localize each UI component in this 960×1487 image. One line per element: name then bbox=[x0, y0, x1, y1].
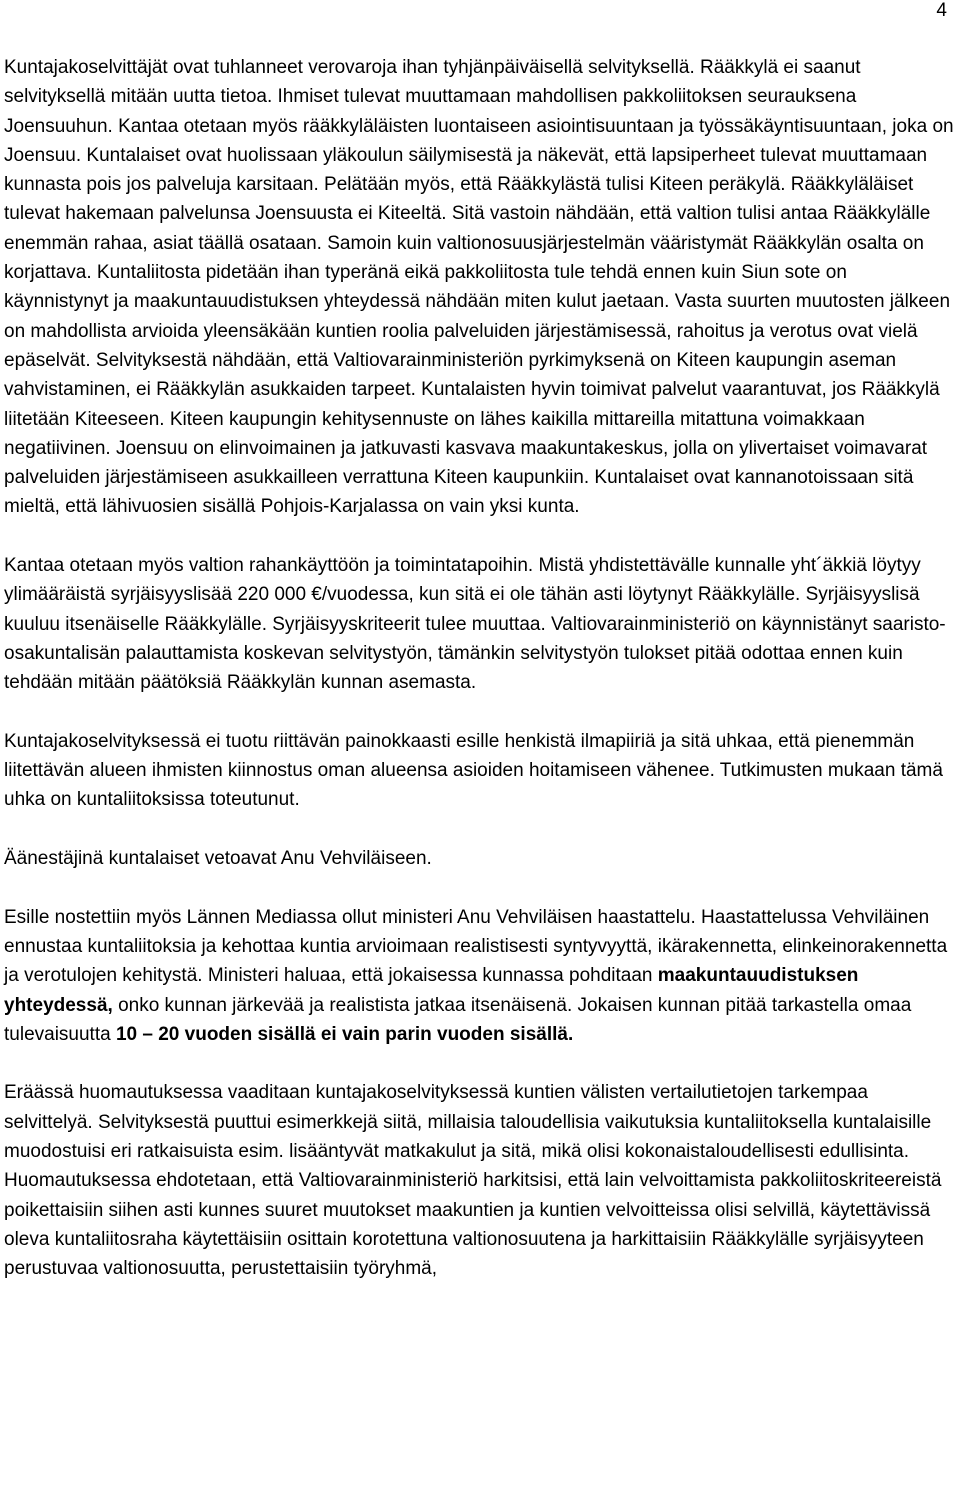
emphasis-text: maakuntauudistuksen yhteydessä, bbox=[4, 965, 859, 1016]
paragraph bbox=[4, 903, 954, 1049]
paragraph-text: Eräässä huomautuksessa vaaditaan kuntajakoselvityksessä kuntien välisten vertailutietojen tarkempaa selvittelyä. Selvityksestä puuttui esimerkkejä siitä, millaisia taloudellisia vaikutuksia kuntaliitoksella kuntalaisille muodostuisi eri ratkaisuista esim. lisääntyvät matkakulut ja sitä, mikä olisi kokonaistaloudellisesti edullisinta. Huomautuksessa ehdotetaan, että Valtiovarainministeriö harkitsisi, että lain velvoittamista pakkoliitoskriteereistä poikettaisiin siihen asti kunnes suuret muutokset maakuntien ja kuntien velvoitteissa olisi selvillä, käytettävissä oleva kuntaliitosraha käytettäisiin osittain korotettuna valtionosuutena ja harkittaisiin Rääkkylälle syrjäisyyteen perustuvaa valtionosuutta, perustettaisiin työryhmä, bbox=[4, 1082, 942, 1280]
paragraph-text: Kuntajakoselvittäjät ovat tuhlanneet verovaroja ihan tyhjänpäiväisellä selvityksellä. Rääkkylä ei saanut selvityksellä mitään uutta tietoa. Ihmiset tulevat muuttamaan mahdollisen pakkoliitoksen seurauksena Joensuuhun. Kantaa otetaan myös rääkkyläläisten luontaiseen asiointisuuntaan ja työssäkäyntisuuntaan, joka on Joensuu. Kuntalaiset ovat huolissaan yläkoulun säilymisestä ja näkevät, että lapsiperheet tulevat muuttamaan kunnasta pois jos palveluja karsitaan. Pelätään myös, että Rääkkylästä tulisi Kiteen peräkylä. Rääkkyläläiset tulevat hakemaan palvelunsa Joensuusta ei Kiteeltä. Sitä vastoin nähdään, että valtion tulisi antaa Rääkkylälle enemmän rahaa, asiat täällä osataan. Samoin kuin valtionosuusjärjestelmän vääristymät Rääkkylän osalta on korjattava. Kuntaliitosta pidetään ihan typeränä eikä pakkoliitosta tule tehdä ennen kuin Siun sote on käynnistynyt ja maakuntauudistuksen yhteydessä nähdään miten kulut jaetaan. Vasta suurten muutosten jälkeen on mahdollista arvioida yleensäkään kuntien roolia palveluiden järjestämisessä, rahoitus ja verotus ovat vielä epäselvät. Selvityksestä nähdään, että Valtiovarainministeriön pyrkimyksenä on Kiteen kaupungin aseman vahvistaminen, ei Rääkkylän asukkaiden tarpeet. Kuntalaisten hyvin toimivat palvelut vaarantuvat, jos Rääkkylä liitetään Kiteeseen. Kiteen kaupungin kehitysennuste on lähes kaikilla mittareilla mitattuna voimakkaan negatiivinen. Joensuu on elinvoimainen ja jatkuvasti kasvava maakuntakeskus, jolla on ylivertaiset voimavarat palveluiden järjestämiseen asukkailleen verrattuna Kiteen kaupunkiin. Kuntalaiset ovat kannanotoissaan sitä mieltä, että lähivuosien sisällä Pohjois-Karjalassa on vain yksi kunta. bbox=[4, 57, 954, 518]
paragraph bbox=[4, 1078, 954, 1283]
emphasis-text: 10 – 20 vuoden sisällä ei vain parin vuoden sisällä. bbox=[115, 1023, 574, 1045]
paragraph-text: Kuntajakoselvityksessä ei tuotu riittävän painokkaasti esille henkistä ilmapiiriä ja sitä uhkaa, että pienemmän liitettävän alueen ihmisten kiinnostus oman alueensa asioiden hoitamiseen vähenee. Tutkimusten mukaan tämä uhka on kuntaliitoksissa toteutunut. bbox=[4, 730, 943, 811]
paragraph bbox=[4, 727, 954, 815]
paragraph-text: Äänestäjinä kuntalaiset vetoavat Anu Vehviläiseen. bbox=[4, 848, 432, 870]
paragraph-text: Kantaa otetaan myös valtion rahankäyttöön ja toimintatapoihin. Mistä yhdistettävälle kunnalle yht´äkkiä löytyy ylimääräistä syrjäisyyslisää 220 000 €/vuodessa, kun sitä ei ole tähän asti löytynyt Rääkkylälle. Syrjäisyyslisä kuuluu itsenäiselle Rääkkylälle. Syrjäisyyskriteerit tulee muuttaa. Valtiovarainministeriö on käynnistänyt saaristo-osakuntalisän palauttamista koskevan selvitystyön, tämänkin selvitystyön tulokset pitää odottaa ennen kuin tehdään mitään päätöksiä Rääkkylän kunnan asemasta. bbox=[4, 555, 946, 694]
paragraph bbox=[4, 844, 954, 873]
document-body bbox=[4, 53, 954, 1283]
paragraph-text: Esille nostettiin myös Lännen Mediassa ollut ministeri Anu Vehviläisen haastattelu. Haastattelussa Vehviläinen ennustaa kuntaliitoksia ja kehottaa kuntia arvioimaan realistisesti syntyvyyttä, ikärakennetta, elinkeinorakennetta ja verotulojen kehitystä. Ministeri haluaa, että jokaisessa kunnassa pohditaan bbox=[4, 906, 948, 987]
paragraph bbox=[4, 551, 954, 697]
paragraph-text: onko kunnan järkevää ja realistista jatkaa itsenäisenä. Jokaisen kunnan pitää tarkastella omaa tulevaisuutta bbox=[4, 994, 912, 1045]
paragraph bbox=[4, 53, 954, 522]
page-number: 4 bbox=[936, 0, 947, 21]
